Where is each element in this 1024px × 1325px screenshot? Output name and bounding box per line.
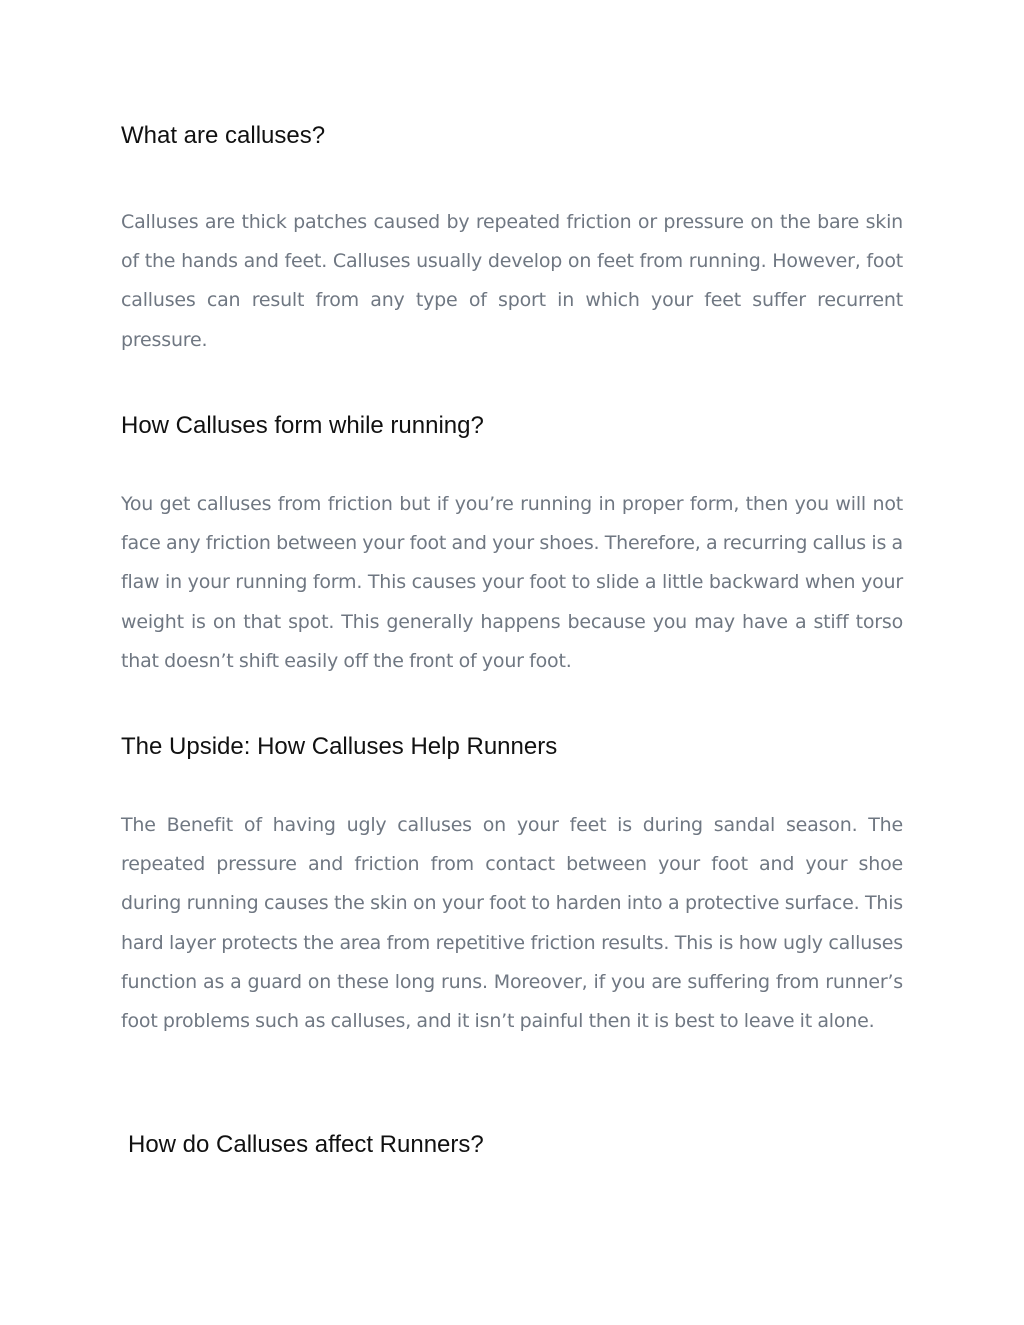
section-heading-how-calluses-affect: How do Calluses affect Runners? [128,1131,484,1158]
section-heading-what-are-calluses: What are calluses? [121,122,326,149]
section-paragraph-upside: The Benefit of having ugly calluses on your feet is during sandal season. The repeated pressure and friction from contact between your foot and your shoe during running causes the skin on your foot to harden into a protective surface. This hard layer protects the area from repetitive friction results. This is how ugly calluses function as a guard on these long runs. Moreover, if you are suffering from runner’s foot problems such as calluses, and it isn’t painful then it is best to leave it alone. [121,814,903,1033]
section-paragraph-what-are-calluses: Calluses are thick patches caused by repeated friction or pressure on the bare skin of the hands and feet. Calluses usually develop on feet from running. However, foot calluses can result from any type of sport in which your feet suffer recurrent pressure. [121,211,903,351]
section-paragraph-how-calluses-form: You get calluses from friction but if you’re running in proper form, then you will not face any friction between your foot and your shoes. Therefore, a recurring callus is a flaw in your running form. This causes your foot to slide a little backward when your weight is on that spot. This generally happens because you may have a stiff torso that doesn’t shift easily off the front of your foot. [121,493,903,672]
section-heading-how-calluses-form: How Calluses form while running? [121,412,484,439]
section-heading-upside: The Upside: How Calluses Help Runners [121,733,558,760]
